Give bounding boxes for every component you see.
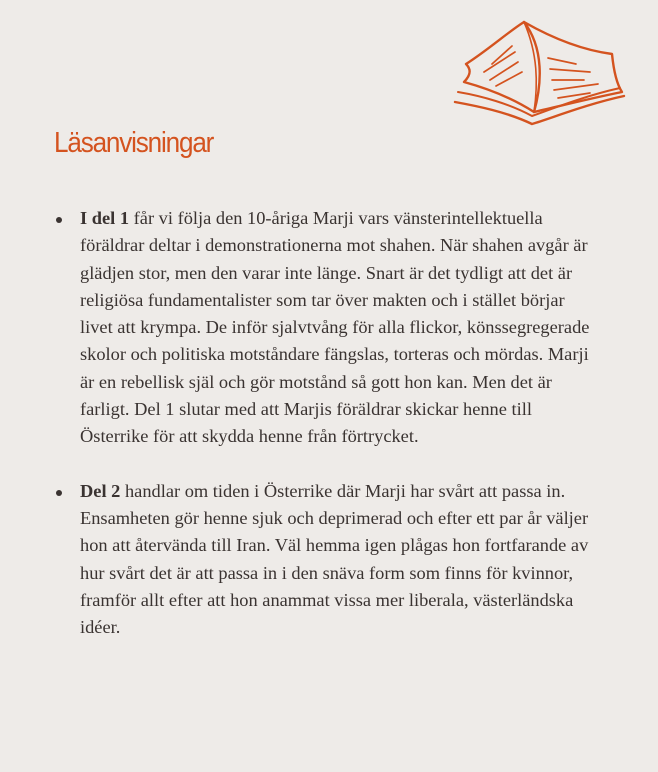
book-text-lines	[484, 46, 598, 98]
item-lead: I del 1	[80, 208, 130, 228]
item-text: handlar om tiden i Österrike där Marji har svårt att passa in. Ensamheten gör henne sjuk och deprimerad och efter ett par år väljer hon att återvända till Iran. Väl hemma igen plågas hon fortfarande av hur svårt det är att passa in i den snäva form som finns för kvinnor, framför allt efter att hon anammat vissa mer liberala, västerländska idéer.	[80, 480, 589, 638]
book-spine	[524, 22, 536, 112]
open-book-icon	[452, 14, 632, 142]
page-title: Läsanvisningar	[54, 127, 214, 159]
list-item	[56, 478, 596, 642]
bullet-icon	[56, 217, 62, 223]
reading-list	[56, 205, 596, 641]
item-lead: Del 2	[80, 480, 121, 501]
item-text: får vi följa den 10-åriga Marji vars vänsterintellektuella föräldrar deltar i demonstrationerna mot shahen. När shahen avgår är glädjen stor, men den varar inte länge. Snart är det tydligt att det är religiösa fundamentalister som tar över makten och i stället börjar livet att krympa. De inför sjalvtvång för alla flickor, könssegregerade skolor och politiska motståndare fängslas, torteras och mördas. Marji är en rebellisk själ och gör motstånd så gott hon kan. Men det är farligt. Del 1 slutar med att Marjis föräldrar skickar henne till Österrike för att skydda henne från förtrycket.	[80, 208, 590, 447]
list-item	[56, 205, 596, 451]
bullet-icon	[56, 490, 62, 496]
